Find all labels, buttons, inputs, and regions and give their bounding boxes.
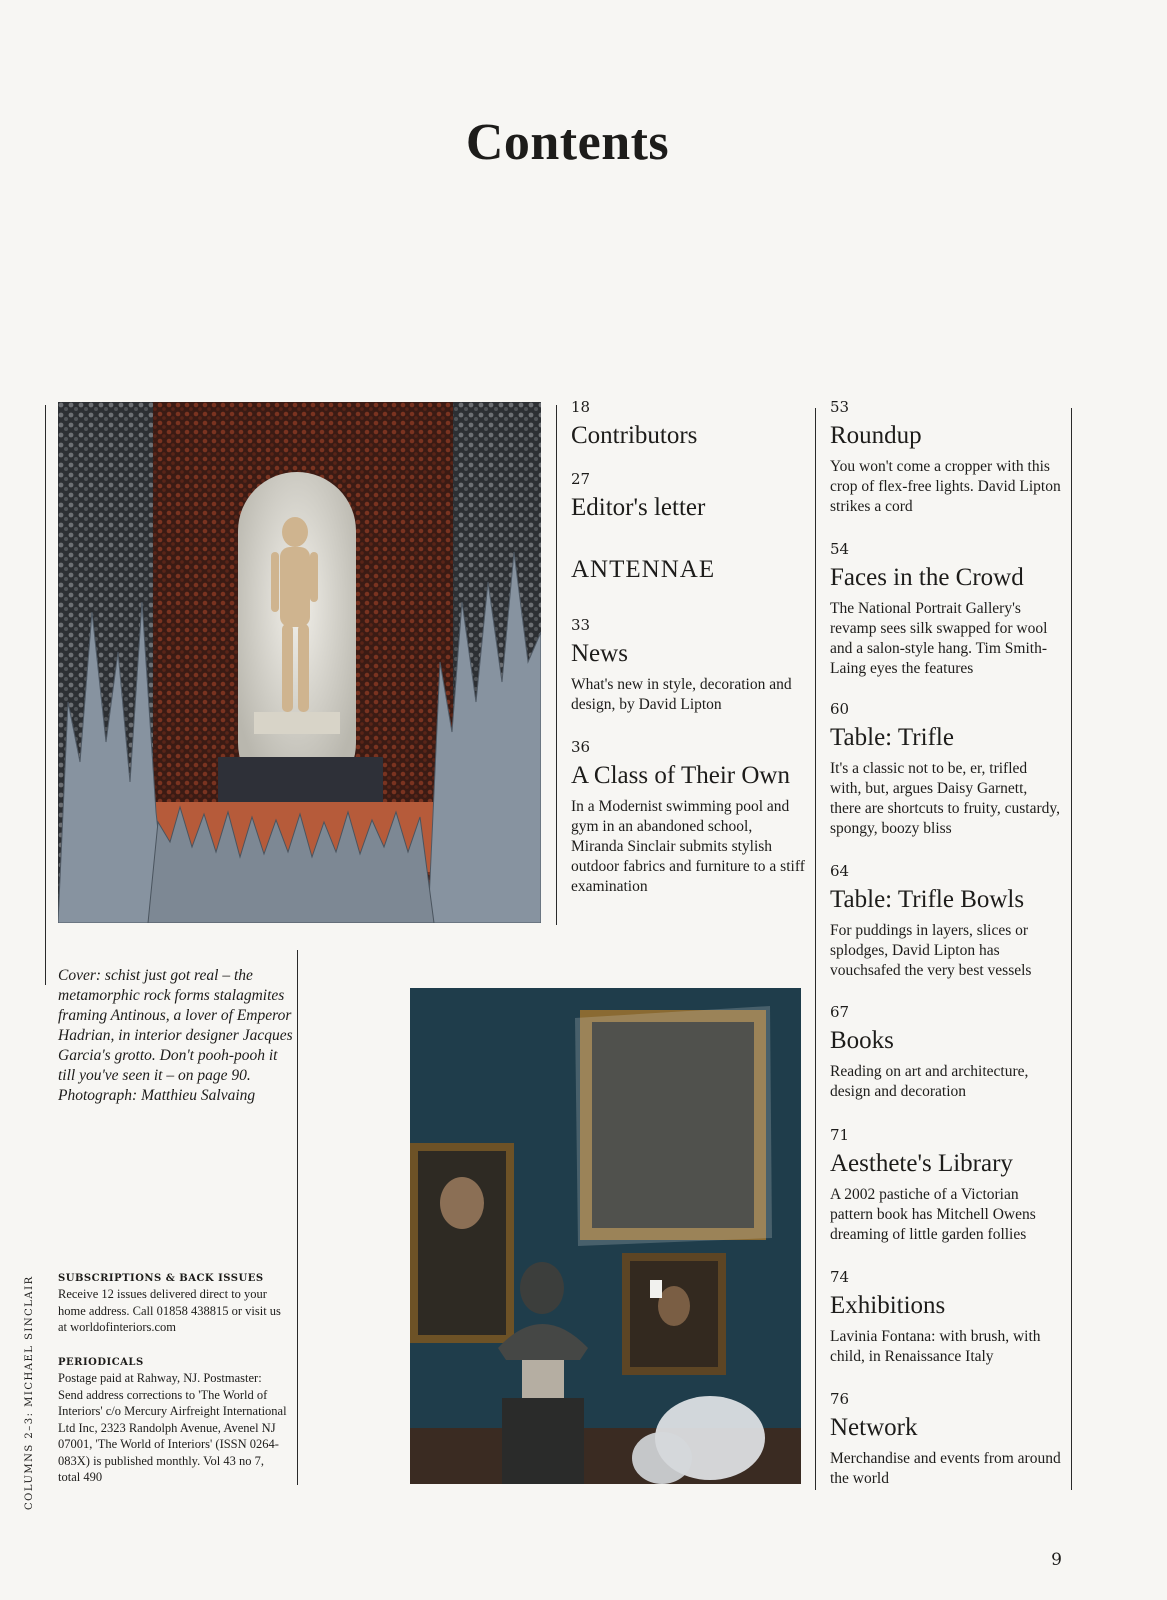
- page-number: 9: [1051, 1550, 1062, 1570]
- section-label-antennae: ANTENNAE: [571, 556, 716, 583]
- entry-description: You won't come a cropper with this crop of flex-free lights. David Lipton strikes a cord: [830, 458, 1061, 515]
- entry-network[interactable]: [830, 1390, 1062, 1489]
- entry-heading: Table: Trifle: [830, 724, 954, 751]
- periodicals-heading: PERIODICALS: [58, 1357, 144, 1368]
- entry-heading: Books: [830, 1027, 894, 1054]
- entry-heading: Editor's letter: [571, 494, 706, 521]
- entry-heading: Aesthete's Library: [830, 1150, 1013, 1177]
- entry-news[interactable]: [571, 616, 806, 715]
- entry-heading: Network: [830, 1414, 918, 1441]
- entry-description: It's a classic not to be, er, trifled with, but, argues Daisy Garnett, there are shortcuts to fruity, custardy, spongy, boozy bliss: [830, 760, 1060, 837]
- entry-page-number: 74: [830, 1268, 850, 1286]
- entry-heading: A Class of Their Own: [571, 762, 790, 789]
- entry-page-number: 64: [830, 862, 850, 880]
- subscriptions-heading: SUBSCRIPTIONS & BACK ISSUES: [58, 1273, 264, 1284]
- entry-table-trifle-bowls[interactable]: [830, 862, 1062, 981]
- entry-editors-letter[interactable]: [571, 470, 806, 523]
- periodicals-body: Postage paid at Rahway, NJ. Postmaster: Send address corrections to 'The World of Interiors' c/o Mercury Airfreight International Ltd Inc, 2323 Randolph Avenue, Avenel NJ 07001, 'The World of Interiors' (ISSN 0264-083X) is published monthly. Vol 43 no 7, total 490: [58, 1371, 287, 1484]
- entry-page-number: 67: [830, 1003, 850, 1021]
- periodicals-block: [58, 1356, 288, 1486]
- rule-column-b: [815, 408, 816, 1490]
- entry-heading: Faces in the Crowd: [830, 564, 1024, 591]
- entry-description: In a Modernist swimming pool and gym in an abandoned school, Miranda Sinclair submits stylish outdoor fabrics and furniture to a stiff examination: [571, 798, 805, 895]
- entry-page-number: 27: [571, 470, 591, 488]
- entry-page-number: 18: [571, 398, 591, 416]
- grotto-photo: [58, 402, 541, 923]
- rule-column-a: [556, 405, 557, 925]
- entry-page-number: 33: [571, 616, 591, 634]
- rule-right: [1071, 408, 1072, 1490]
- entry-heading: Contributors: [571, 422, 698, 449]
- entry-description: Merchandise and events from around the world: [830, 1450, 1061, 1487]
- entry-description: Lavinia Fontana: with brush, with child, in Renaissance Italy: [830, 1328, 1041, 1365]
- entry-page-number: 76: [830, 1390, 850, 1408]
- entry-exhibitions[interactable]: [830, 1268, 1062, 1367]
- entry-description: A 2002 pastiche of a Victorian pattern book has Mitchell Owens dreaming of little garden follies: [830, 1186, 1036, 1243]
- page-title: Contents: [465, 114, 670, 171]
- entry-books[interactable]: [830, 1003, 1062, 1102]
- entry-roundup[interactable]: [830, 398, 1062, 517]
- entry-description: The National Portrait Gallery's revamp sees silk swapped for wool and a salon-style hang. Tim Smith-Laing eyes the features: [830, 600, 1048, 677]
- entry-heading: News: [571, 640, 628, 667]
- entry-page-number: 53: [830, 398, 850, 416]
- gallery-illustration: [410, 988, 801, 1484]
- entry-class-of-their-own[interactable]: [571, 738, 806, 897]
- entry-contributors[interactable]: [571, 398, 806, 451]
- entry-table-trifle[interactable]: [830, 700, 1062, 839]
- subscriptions-body: Receive 12 issues delivered direct to your home address. Call 01858 438815 or visit us at worldofinteriors.com: [58, 1287, 281, 1334]
- entry-description: Reading on art and architecture, design and decoration: [830, 1063, 1029, 1100]
- entry-aesthete-s-library[interactable]: [830, 1126, 1062, 1245]
- subscriptions-block: [58, 1272, 288, 1336]
- cover-caption: Cover: schist just got real – the metamorphic rock forms stalagmites framing Antinous, a lover of Emperor Hadrian, in interior designer Jacques Garcia's grotto. Don't pooh-pooh it till you've seen it – on page 90. Photograph: Matthieu Salvaing: [58, 967, 293, 1104]
- rule-caption: [297, 950, 298, 1485]
- entry-heading: Exhibitions: [830, 1292, 946, 1319]
- entry-heading: Roundup: [830, 422, 922, 449]
- entry-description: What's new in style, decoration and design, by David Lipton: [571, 676, 792, 713]
- entry-page-number: 60: [830, 700, 850, 718]
- rule-left: [45, 405, 46, 985]
- entry-heading: Table: Trifle Bowls: [830, 886, 1025, 913]
- entry-faces-in-the-crowd[interactable]: [830, 540, 1062, 679]
- entry-page-number: 71: [830, 1126, 850, 1144]
- grotto-illustration: [58, 402, 541, 923]
- entry-page-number: 36: [571, 738, 591, 756]
- entry-page-number: 54: [830, 540, 850, 558]
- photo-credit: COLUMNS 2–3: MICHAEL SINCLAIR: [24, 1275, 35, 1510]
- entry-description: For puddings in layers, slices or splodges, David Lipton has vouchsafed the very best vessels: [830, 922, 1032, 979]
- gallery-photo: [410, 988, 801, 1484]
